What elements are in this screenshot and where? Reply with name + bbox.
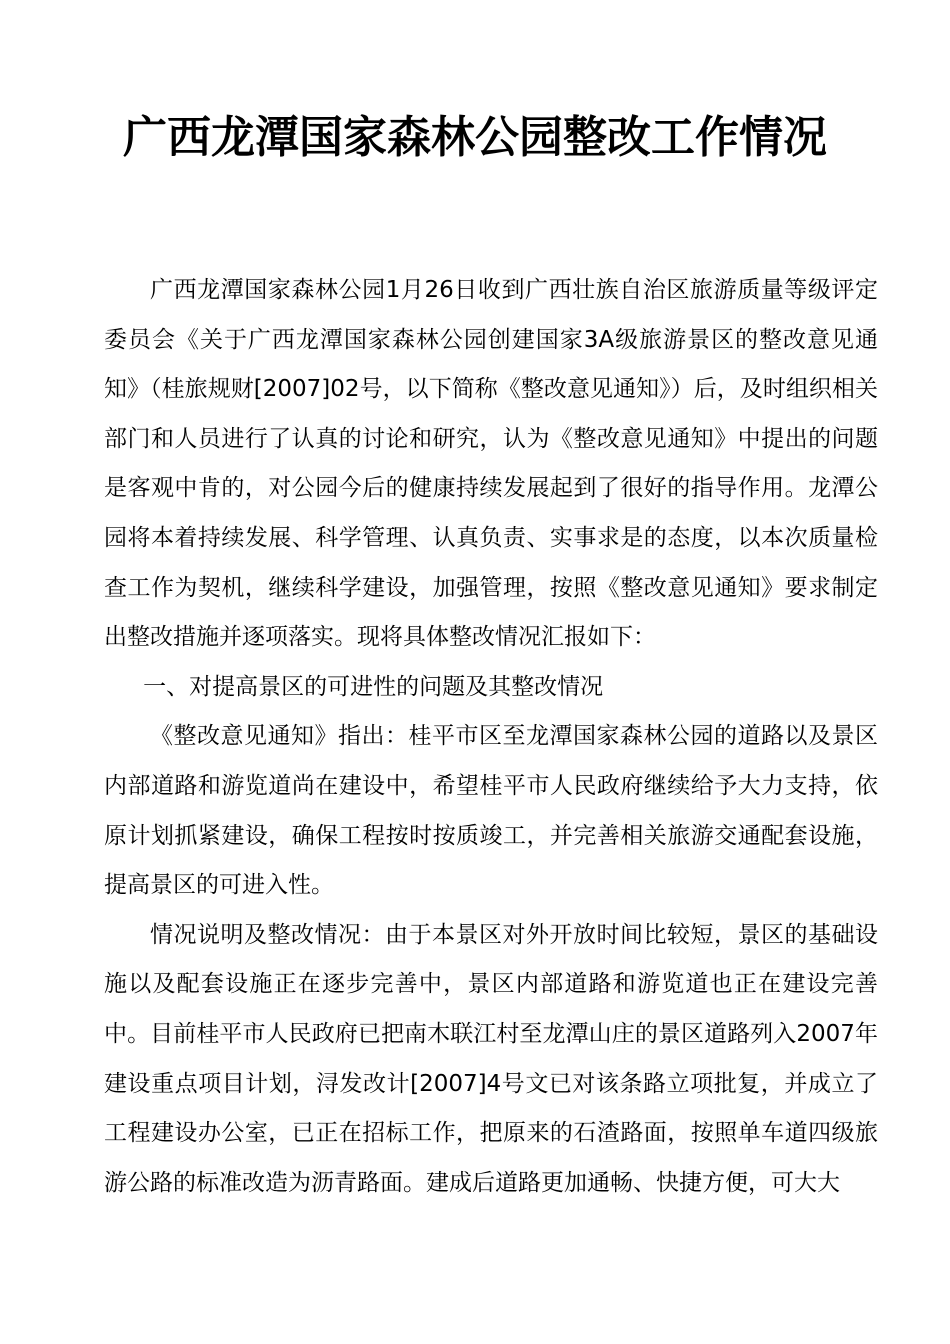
page-title: 广西龙潭国家森林公园整改工作情况 bbox=[123, 112, 827, 163]
intro-paragraph: 广西龙潭国家森林公园1月26日收到广西壮族自治区旅游质量等级评定委员会《关于广西龙潭国家森林公园创建国家3A级旅游景区的整改意见通知》（桂旅规财[2007]02号，以下简称《整改意见通知》）后，及时组织相关部门和人员进行了认真的讨论和研究，认为《整改意见通知》中提出的问题是客观中肯的，对公园今后的健康持续发展起到了很好的指导作用。龙潭公园将本着持续发展、科学管理、认真负责、实事求是的态度，以本次质量检查工作为契机，继续科学建设，加强管理，按照《整改意见通知》要求制定出整改措施并逐项落实。现将具体整改情况汇报如下： bbox=[104, 277, 878, 651]
document-body bbox=[104, 266, 878, 1208]
notice-paragraph: 《整改意见通知》指出：桂平市区至龙潭国家森林公园的道路以及景区内部道路和游览道尚在建设中，希望桂平市人民政府继续给予大力支持，依原计划抓紧建设，确保工程按时按质竣工，并完善相关旅游交通配套设施，提高景区的可进入性。 bbox=[104, 723, 878, 899]
status-paragraph: 情况说明及整改情况：由于本景区对外开放时间比较短，景区的基础设施以及配套设施正在逐步完善中，景区内部道路和游览道也正在建设完善中。目前桂平市人民政府已把南木联江村至龙潭山庄的景区道路列入2007年建设重点项目计划，浔发改计[2007]4号文已对该条路立项批复，并成立了工程建设办公室，已正在招标工作，把原来的石渣路面，按照单车道四级旅游公路的标准改造为沥青路面。建成后道路更加通畅、快捷方便，可大大 bbox=[104, 921, 878, 1196]
section-heading: 一、对提高景区的可进性的问题及其整改情况 bbox=[143, 673, 604, 700]
